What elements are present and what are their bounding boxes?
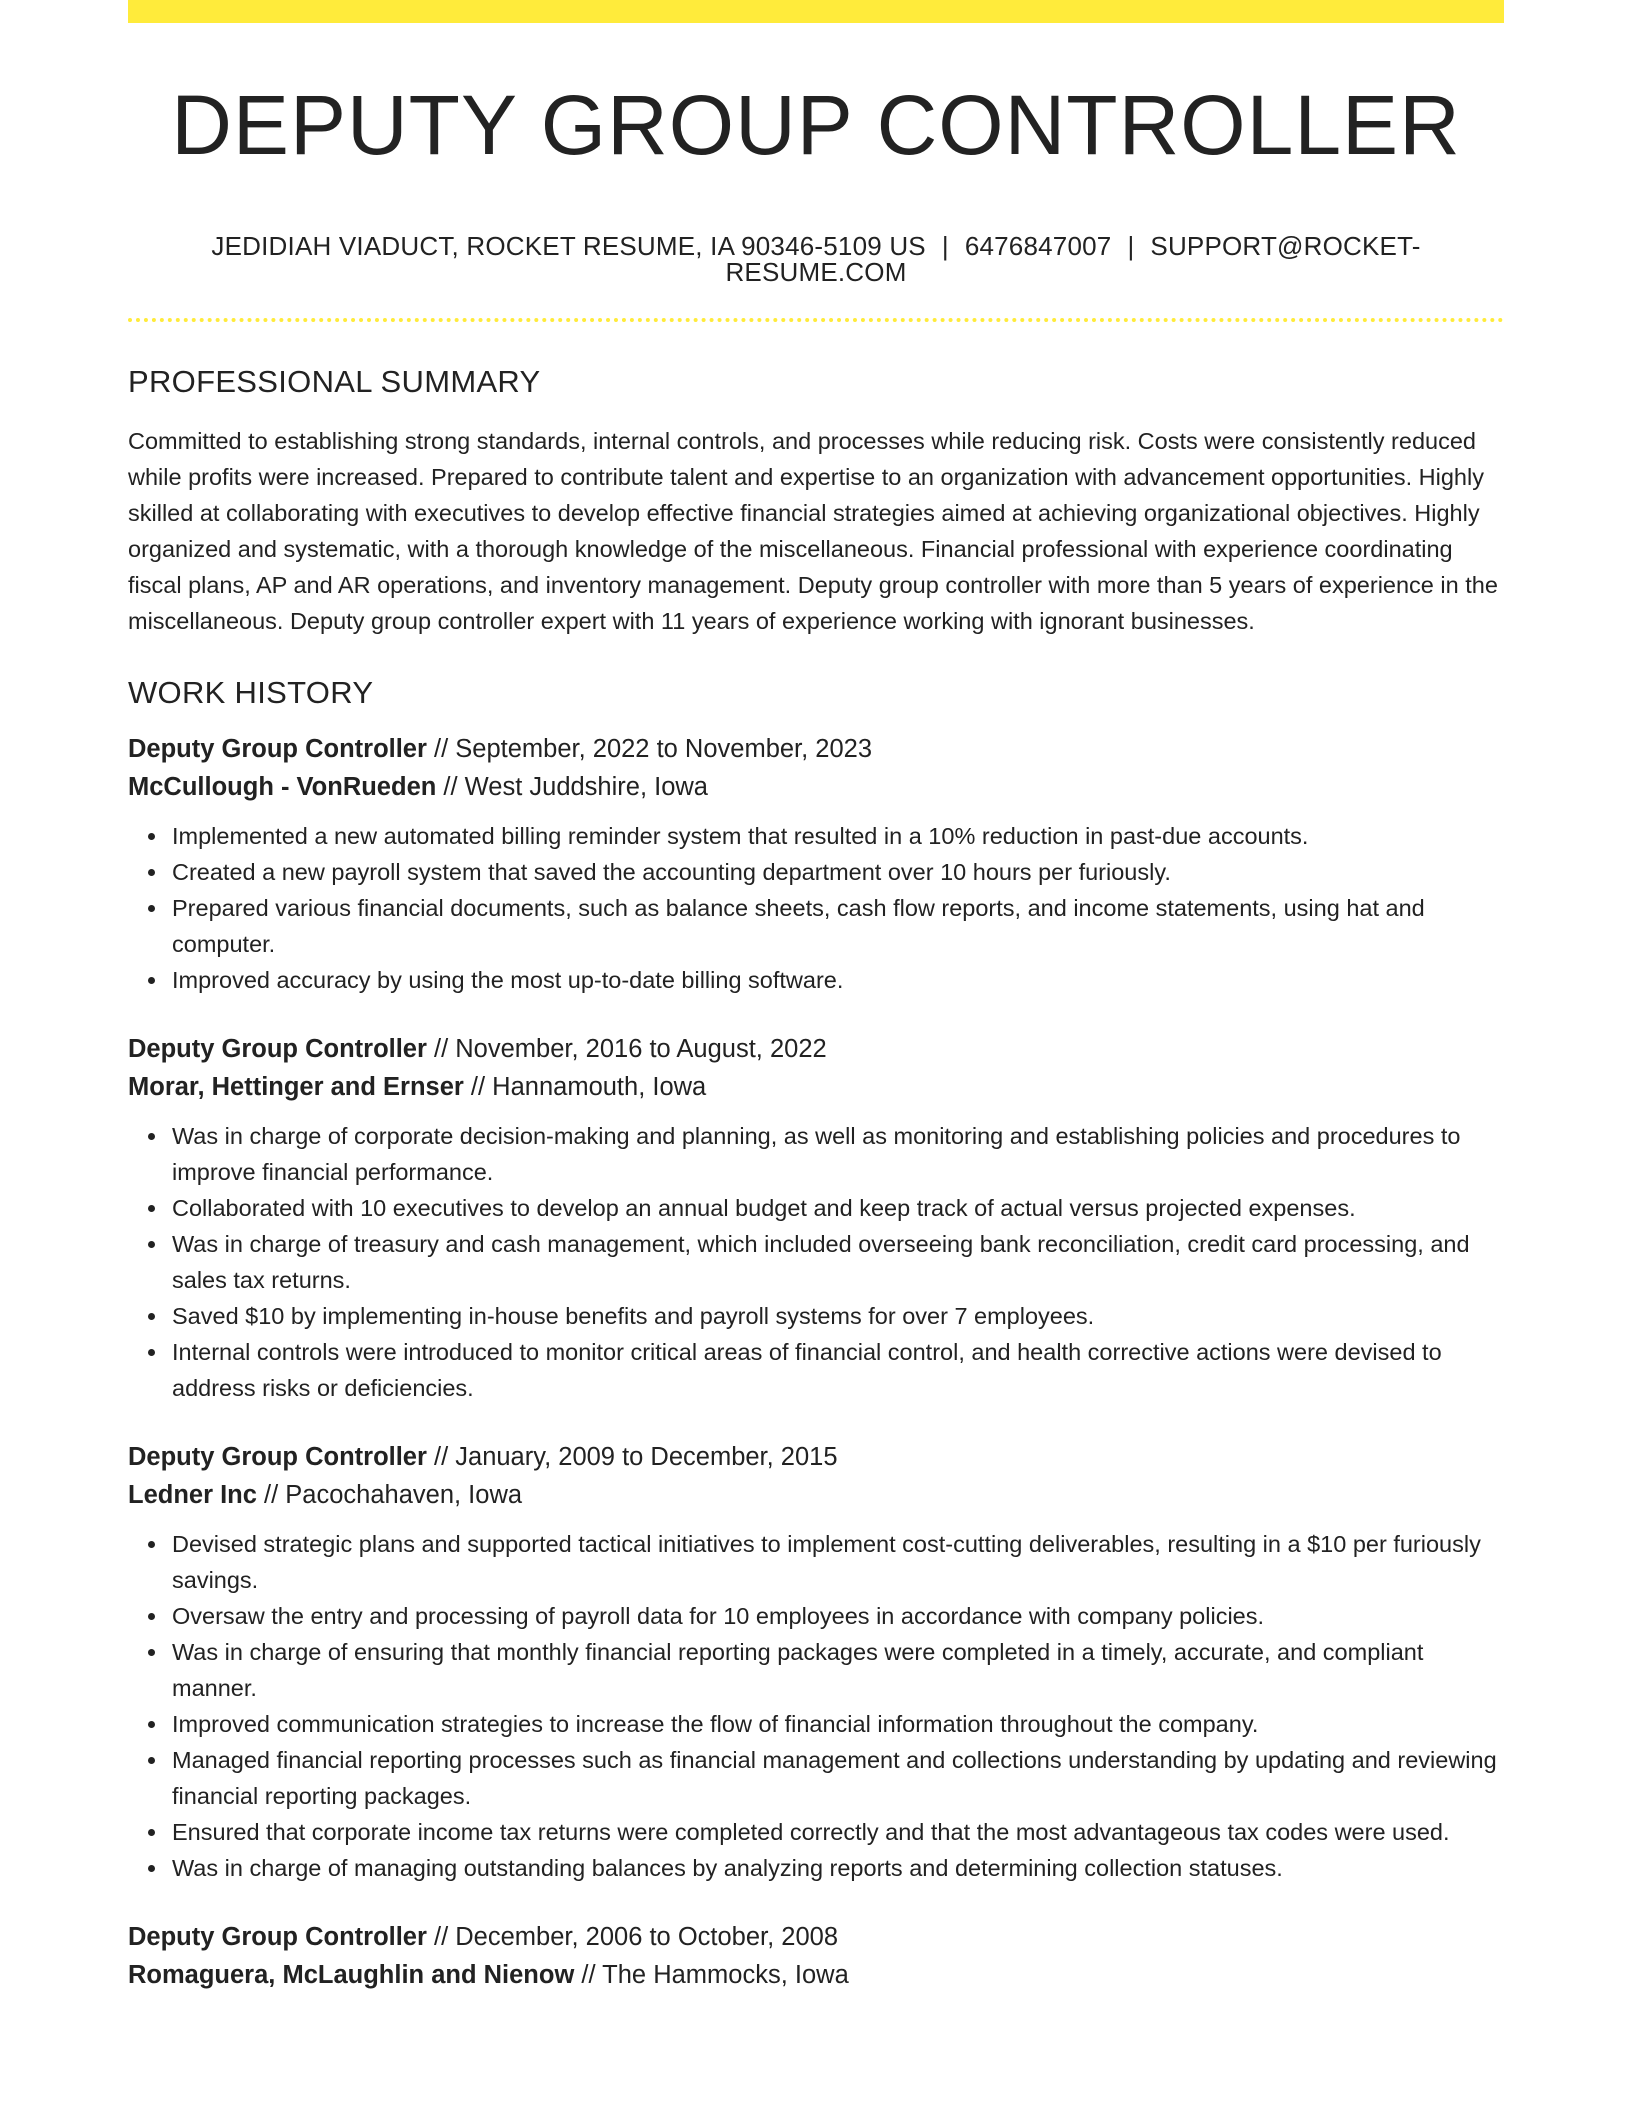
summary-heading: PROFESSIONAL SUMMARY [128, 364, 541, 399]
resume-content [128, 0, 1504, 1994]
contact-separator: | [941, 231, 949, 261]
job-location: // Pacochahaven, Iowa [256, 1481, 523, 1509]
contact-line [128, 233, 1504, 285]
job-bullet: Devised strategic plans and supported tactical initiatives to implement cost-cutting deliverables, resulting in a $10 per furiously savings. [172, 1526, 1504, 1598]
job-company: Romaguera, McLaughlin and Nienow [128, 1961, 575, 1989]
job-bullet-list [128, 818, 1504, 998]
job-title-line [128, 1918, 1504, 1956]
job-company-line [128, 768, 1504, 806]
contact-separator: | [1127, 231, 1135, 261]
job-bullet: Internal controls were introduced to monitor critical areas of financial control, and health corrective actions were devised to address risks or deficiencies. [172, 1334, 1504, 1406]
job-entry [128, 1438, 1504, 1886]
resume-title: DEPUTY GROUP CONTROLLER [171, 78, 1461, 172]
job-bullet: Implemented a new automated billing reminder system that resulted in a 10% reduction in past-due accounts. [172, 818, 1504, 854]
contact-phone: 6476847007 [964, 231, 1112, 261]
job-location: // The Hammocks, Iowa [574, 1961, 849, 1989]
work-history-heading: WORK HISTORY [128, 675, 374, 710]
job-entry [128, 730, 1504, 998]
job-dates: // January, 2009 to December, 2015 [426, 1443, 838, 1471]
job-title-line [128, 1438, 1504, 1476]
job-role: Deputy Group Controller [128, 735, 427, 763]
summary-text: Committed to establishing strong standards, internal controls, and processes while reducing risk. Costs were consistently reduced while profits were increased. Prepared to contribute talent and expertise to an organization with advancement opportunities. Highly skilled at collaborating with executives to develop effective financial strategies aimed at achieving organizational objectives. Highly organized and systematic, with a thorough knowledge of the miscellaneous. Financial professional with experience coordinating fiscal plans, AP and AR operations, and inventory management. Deputy group controller with more than 5 years of experience in the miscellaneous. Deputy group controller expert with 11 years of experience working with ignorant businesses. [128, 428, 1498, 634]
job-entry [128, 1030, 1504, 1406]
job-company-line [128, 1956, 1504, 1994]
job-bullet: Was in charge of managing outstanding balances by analyzing reports and determining collection statuses. [172, 1850, 1504, 1886]
job-bullet: Was in charge of treasury and cash management, which included overseeing bank reconciliation, credit card processing, and sales tax returns. [172, 1226, 1504, 1298]
job-company: Ledner Inc [128, 1481, 257, 1509]
job-role: Deputy Group Controller [128, 1443, 427, 1471]
work-history-list [128, 730, 1504, 1994]
job-location: // West Juddshire, Iowa [436, 773, 708, 801]
job-dates: // December, 2006 to October, 2008 [426, 1923, 839, 1951]
job-dates: // September, 2022 to November, 2023 [426, 735, 873, 763]
job-bullet: Was in charge of corporate decision-making and planning, as well as monitoring and establishing policies and procedures to improve financial performance. [172, 1118, 1504, 1190]
job-company: McCullough - VonRueden [128, 773, 437, 801]
job-role: Deputy Group Controller [128, 1035, 427, 1063]
contact-email: SUPPORT@ROCKET-RESUME.COM [725, 231, 1421, 287]
job-bullet: Created a new payroll system that saved the accounting department over 10 hours per furiously. [172, 854, 1504, 890]
job-title-line [128, 730, 1504, 768]
job-role: Deputy Group Controller [128, 1923, 427, 1951]
job-dates: // November, 2016 to August, 2022 [426, 1035, 827, 1063]
job-company: Morar, Hettinger and Ernser [128, 1073, 464, 1101]
job-bullet-list [128, 1118, 1504, 1406]
job-entry [128, 1918, 1504, 1994]
contact-address: JEDIDIAH VIADUCT, ROCKET RESUME, IA 90346-5109 US [211, 231, 926, 261]
job-bullet: Improved communication strategies to increase the flow of financial information throughout the company. [172, 1706, 1504, 1742]
job-company-line [128, 1068, 1504, 1106]
job-bullet: Was in charge of ensuring that monthly financial reporting packages were completed in a timely, accurate, and compliant manner. [172, 1634, 1504, 1706]
job-title-line [128, 1030, 1504, 1068]
job-bullet: Collaborated with 10 executives to develop an annual budget and keep track of actual versus projected expenses. [172, 1190, 1504, 1226]
job-bullet: Managed financial reporting processes such as financial management and collections understanding by updating and reviewing financial reporting packages. [172, 1742, 1504, 1814]
dotted-divider [128, 318, 1504, 322]
job-bullet: Improved accuracy by using the most up-to-date billing software. [172, 962, 1504, 998]
job-bullet: Saved $10 by implementing in-house benefits and payroll systems for over 7 employees. [172, 1298, 1504, 1334]
job-location: // Hannamouth, Iowa [463, 1073, 707, 1101]
job-bullet: Ensured that corporate income tax returns were completed correctly and that the most advantageous tax codes were used. [172, 1814, 1504, 1850]
job-bullet: Prepared various financial documents, such as balance sheets, cash flow reports, and income statements, using hat and computer. [172, 890, 1504, 962]
job-bullet: Oversaw the entry and processing of payroll data for 10 employees in accordance with company policies. [172, 1598, 1504, 1634]
job-company-line [128, 1476, 1504, 1514]
job-bullet-list [128, 1526, 1504, 1886]
accent-top-bar [128, 0, 1504, 23]
